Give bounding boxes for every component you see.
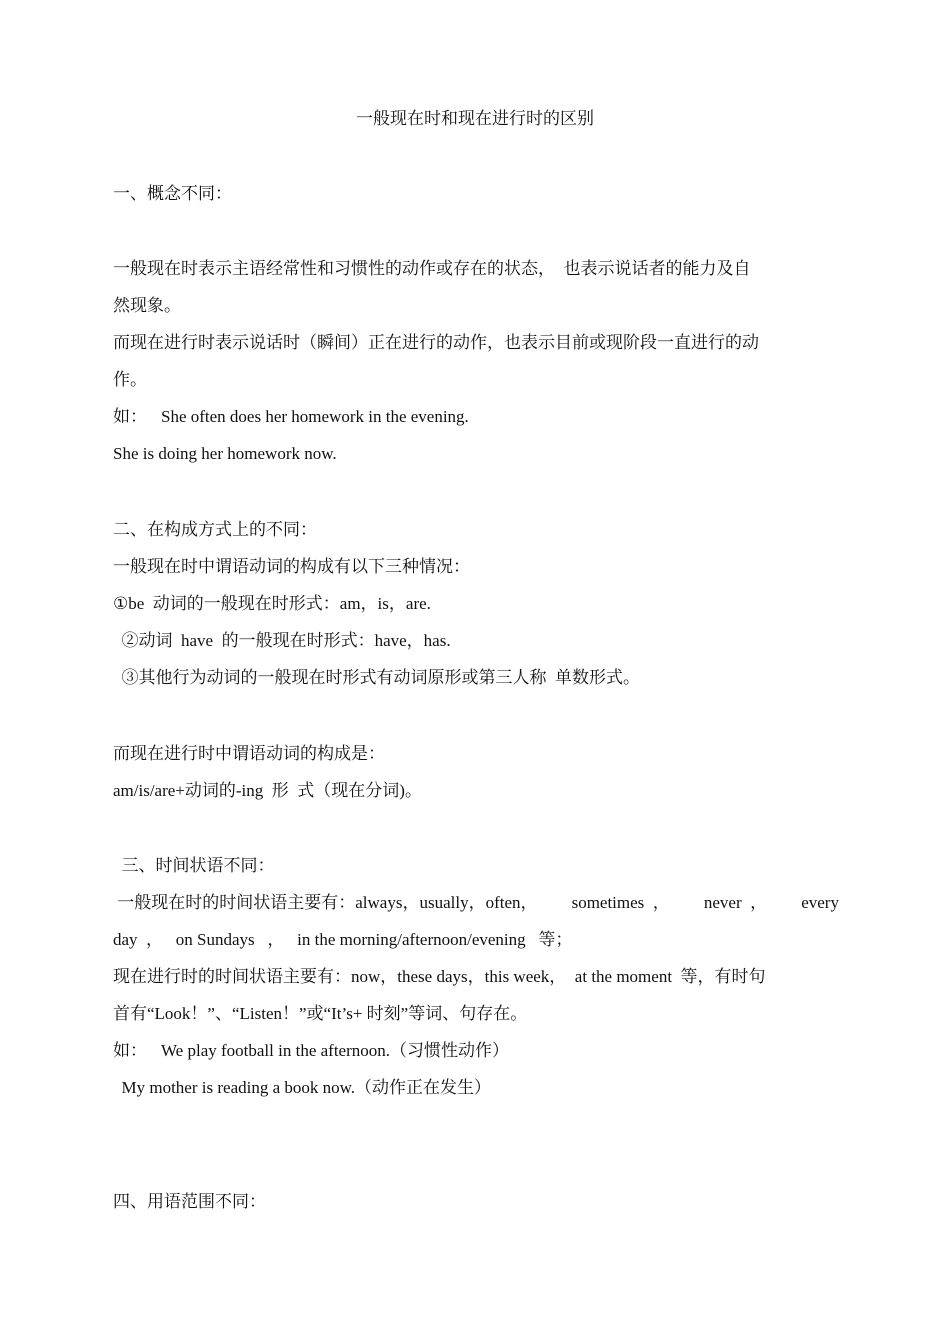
section2-item1: ①be 动词的一般现在时形式：am，is，are. <box>113 594 431 613</box>
section3-heading: 三、时间状语不同： <box>113 856 275 875</box>
section1-example1 <box>113 398 839 435</box>
section2-progressive <box>113 735 839 809</box>
simple-adverbials-part4: every <box>801 893 839 912</box>
section3-example1 <box>113 1032 839 1069</box>
section2-item3: ③其他行为动词的一般现在时形式有动词原形或第三人称 单数形式。 <box>113 668 640 687</box>
simple-adverbials-part3: never ， <box>703 893 768 912</box>
section2-item2: ②动词 have 的一般现在时形式：have，has. <box>113 631 451 650</box>
section2-heading: 二、在构成方式上的不同： <box>113 520 317 539</box>
section1-p2-line1: 而现在进行时表示说话时（瞬间）正在进行的动作，也表示目前或现阶段一直进行的动 <box>113 333 759 352</box>
section3-example2: My mother is reading a book now.（动作正在发生） <box>113 1078 492 1097</box>
section3 <box>113 847 839 1106</box>
section3-simple-line2: day ， on Sundays ， in the morning/afternoon/evening 等； <box>113 930 573 949</box>
example-sentence: She often does her homework in the evening. <box>161 407 469 426</box>
section1-heading: 一、概念不同： <box>113 184 232 203</box>
section2 <box>113 511 839 696</box>
section1-p1-line2: 然现象。 <box>113 296 181 315</box>
document-title: 一般现在时和现在进行时的区别 <box>356 109 594 128</box>
section1-p1-line1: 一般现在时表示主语经常性和习惯性的动作或存在的状态， 也表示说话者的能力及自 <box>113 259 751 278</box>
section2-progressive-intro: 而现在进行时中谓语动词的构成是： <box>113 744 385 763</box>
section1-example2: She is doing her homework now. <box>113 444 337 463</box>
section4-heading: 四、用语范围不同： <box>113 1192 266 1211</box>
example-sentence: We play football in the afternoon.（习惯性动作） <box>161 1041 510 1060</box>
section2-intro: 一般现在时中谓语动词的构成有以下三种情况： <box>113 557 470 576</box>
example-prefix: 如： <box>113 1041 147 1060</box>
example-prefix: 如： <box>113 407 147 426</box>
section3-simple-line1 <box>113 884 839 921</box>
section1-paragraph1 <box>113 250 839 472</box>
section3-prog-line2: 首有“Look！”、“Listen！”或“It’s+ 时刻”等词、句存在。 <box>113 1004 528 1023</box>
section1-p2-line2: 作。 <box>113 370 147 389</box>
section2-progressive-form: am/is/are+动词的-ing 形 式（现在分词)。 <box>113 781 422 800</box>
section3-prog-line1: 现在进行时的时间状语主要有：now，these days，this week， at the moment 等，有时句 <box>113 967 766 986</box>
simple-adverbials-part2: sometimes ， <box>571 893 670 912</box>
simple-adverbials-part1: 一般现在时的时间状语主要有：always，usually，often， <box>113 893 538 912</box>
